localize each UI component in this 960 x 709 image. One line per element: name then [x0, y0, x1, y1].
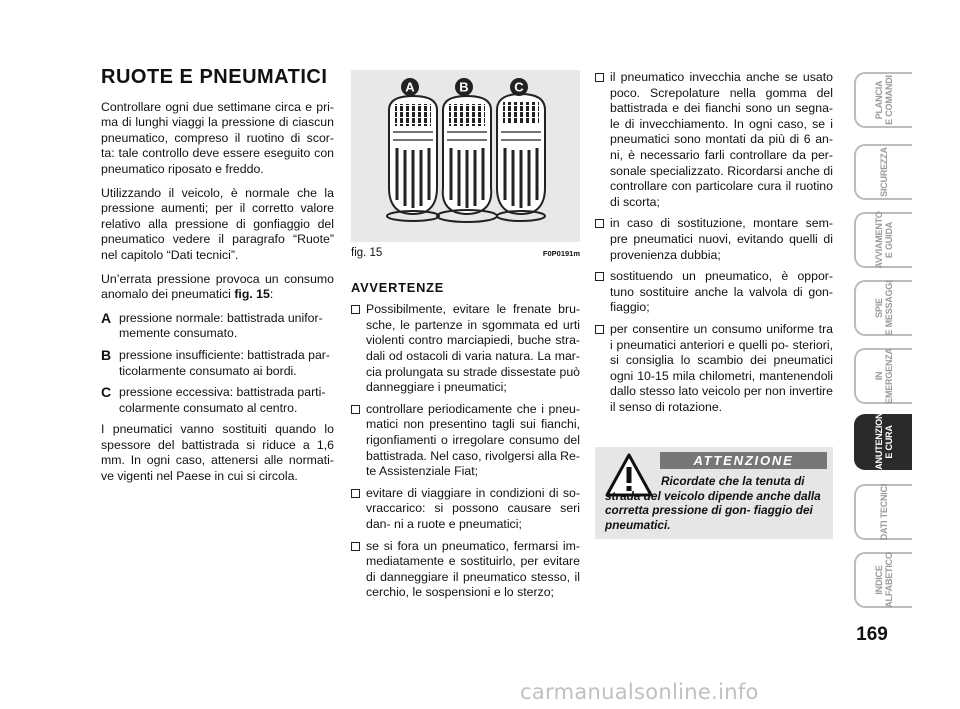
checkbox-bullet-icon [351, 489, 360, 498]
tab-sicurezza[interactable]: SICUREZZA [854, 144, 912, 200]
figure-caption [351, 246, 580, 262]
warning-item: se si fora un pneumatico, fermarsi im- mediatamente e sostituirlo, per evitare di danneggiare il pneumatico stesso, il cerchio, le sospensioni e lo sterzo; [351, 539, 580, 601]
svg-text:B: B [459, 79, 469, 95]
attention-label: ATTENZIONE [660, 452, 827, 469]
figure-code: F0P0191m [542, 249, 580, 258]
checkbox-bullet-icon [351, 305, 360, 314]
page-number: 169 [856, 624, 888, 645]
attention-box [595, 447, 833, 539]
tab-plancia-e-comandi[interactable]: PLANCIA E COMANDI [854, 72, 912, 128]
watermark: carmanualsonline.info [520, 680, 759, 704]
tab-in-emergenza[interactable]: IN EMERGENZA [854, 348, 912, 404]
checkbox-bullet-icon [595, 73, 604, 82]
tire-wear-figure [351, 70, 580, 242]
warnings-title: AVVERTENZE [351, 279, 445, 295]
tire-illustration [351, 70, 580, 242]
warning-item: Possibilmente, evitare le frenate bru- sche, le partenze in sgommata ed urti violenti contro marciapiedi, buche stra- dali od ostacoli di varia natura. La mar- cia prolungata su strade dissestate può danneggiare i pneumatici; [351, 302, 580, 396]
attention-text: Ricordate che la tenuta di strada del veicolo dipende anche dalla corretta pressione di gon- fiaggio dei pneumatici. [605, 474, 821, 532]
intro-paragraph-1: Controllare ogni due settimane circa e pri- ma di lunghi viaggi la pressione di ciascun pneumatico, compreso il ruotino di scor- ta: tale controllo deve essere eseguito con pneumatico riposato e freddo. [101, 99, 334, 176]
warning-item: per consentire un consumo uniforme tra i pneumatici anteriori e quelli po- steriori, si consiglia lo scambio dei pneumatici ogni 10-15 mila chilometri, mantenendoli dallo stesso lato veicolo per non invertire il senso di rotazione. [595, 322, 833, 416]
warning-item: evitare di viaggiare in condizioni di so- vraccarico: si possono causare seri dan- ni a ruote e pneumatici; [351, 486, 580, 533]
tab-indice-alfabetico[interactable]: INDICE ALFABETICO [854, 552, 912, 608]
right-column [595, 70, 833, 421]
tab-manutenzione-e-cura[interactable]: MANUTENZIONE E CURA [854, 414, 912, 470]
figure-label: fig. 15 [351, 247, 383, 259]
tire-a-icon [387, 96, 439, 221]
pressure-item-a: A pressione normale: battistrada unifor- memente consumato. [101, 309, 323, 341]
badge-c [510, 78, 528, 96]
figure-reference: fig. 15 [234, 287, 270, 302]
tab-spie-e-messaggi[interactable]: SPIE E MESSAGGI [854, 280, 912, 336]
checkbox-bullet-icon [351, 542, 360, 551]
pressure-item-c: C pressione eccessiva: battistrada parti- colarmente consumato al centro. [101, 384, 326, 415]
tab-dati-tecnici[interactable]: DATI TECNICI [854, 484, 912, 540]
pressure-paragraph: Un’errata pressione provoca un consumo anomalo dei pneumatici fig. 15: [101, 271, 334, 302]
svg-text:C: C [514, 79, 524, 95]
tab-avviamento-e-guida[interactable]: AVVIAMENTO E GUIDA [854, 212, 912, 268]
warning-item: sostituendo un pneumatico, è oppor- tuno sostituire anche la valvola di gon- fiaggio; [595, 269, 833, 316]
warning-item: controllare periodicamente che i pneu- matici non presentino tagli sui fianchi, rigonfiamenti o irregolare consumo del battistrada. Nel caso, rivolgersi alla Re- te Assistenziale Fiat; [351, 402, 580, 480]
checkbox-bullet-icon [595, 219, 604, 228]
middle-column [351, 70, 580, 607]
left-column [101, 66, 334, 493]
checkbox-bullet-icon [351, 405, 360, 414]
pressure-item-b: B pressione insufficiente: battistrada par- ticolarmente consumato ai bordi. [101, 346, 330, 378]
badge-b [455, 78, 473, 96]
checkbox-bullet-icon [595, 272, 604, 281]
svg-text:A: A [405, 79, 415, 95]
warning-item: in caso di sostituzione, montare sem- pre pneumatici nuovi, evitando quelli di provenienza dubbia; [595, 216, 833, 263]
badge-a [401, 78, 419, 96]
replacement-paragraph: I pneumatici vanno sostituiti quando lo spessore del battistrada si riduce a 1,6 mm. In ogni caso, attenersi alle normati- ve vigenti nel Paese in cui si circola. [101, 422, 334, 484]
checkbox-bullet-icon [595, 325, 604, 334]
page-title: RUOTE E PNEUMATICI [101, 66, 328, 88]
warning-item: il pneumatico invecchia anche se usato poco. Screpolature nella gomma del battistrada e dei fianchi sono un segna- le di invecchiamento. In ogni caso, se i pneumatici sono montati da più di 6 an- ni, è necessario farli controllare da per- sonale specializzato. Ricordarsi anche di controllare con particolare cura il ruotino di scorta; [595, 70, 833, 210]
tire-b-icon [437, 96, 497, 222]
intro-paragraph-2: Utilizzando il veicolo, è normale che la pressione aumenti; per il corretto valore relativo alla pressione di gonfiaggio del pneumatico vedere il paragrafo “Ruote” nel capitolo “Dati tecnici”. [101, 185, 334, 262]
tire-c-icon [497, 94, 545, 221]
